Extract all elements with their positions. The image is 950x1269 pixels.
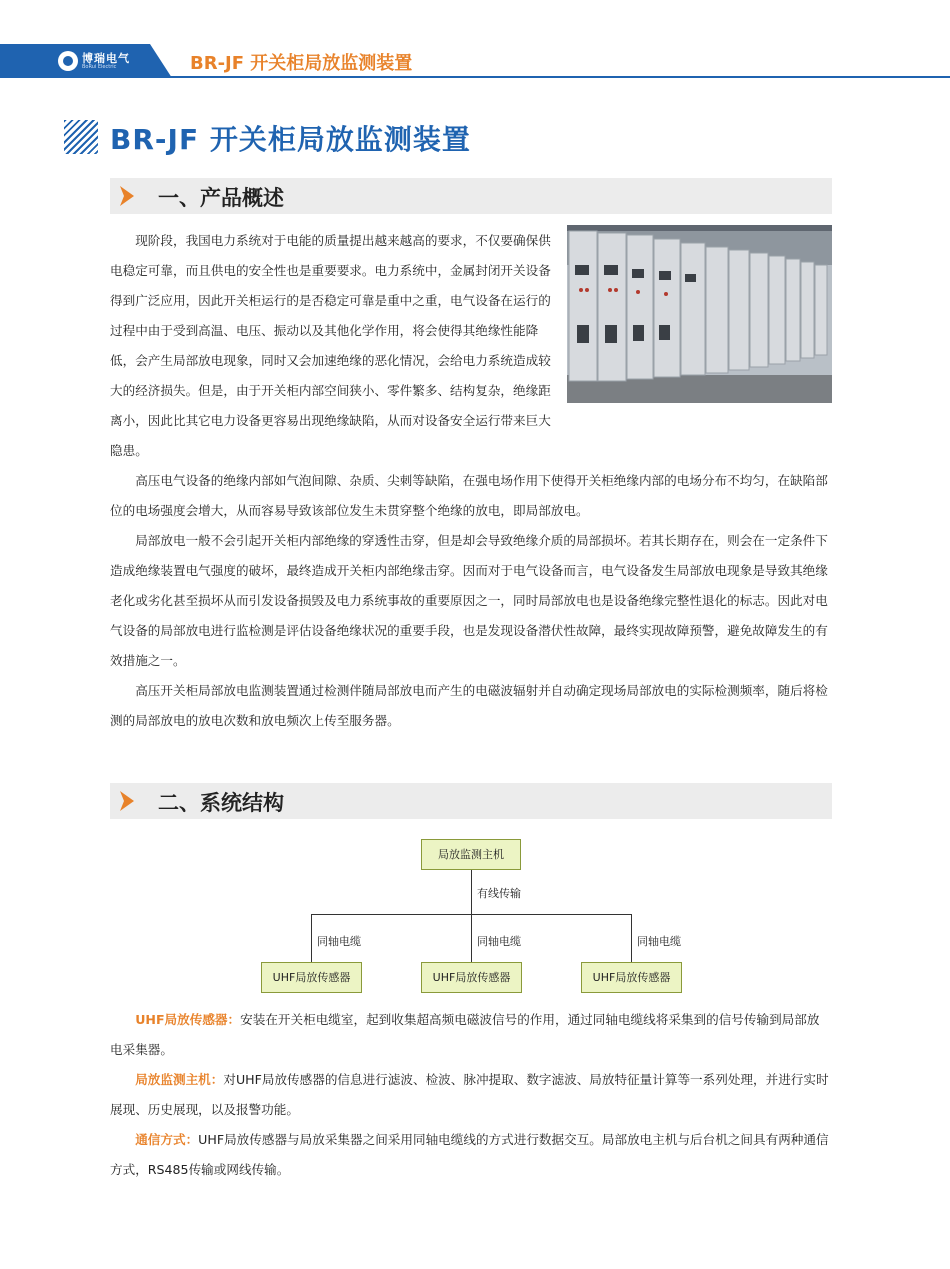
wired-label: 有线传输 [477, 887, 521, 900]
brand-name: 博瑞电气 [82, 52, 130, 65]
paragraph: 高压开关柜局部放电监测装置通过检测伴随局部放电而产生的电磁波辐射并自动确定现场局部放电的实际检测频率，随后将检测的局部放电的放电次数和放电频次上传至服务器。 [110, 683, 828, 728]
cable-label: 同轴电缆 [477, 935, 521, 948]
connector-line [311, 914, 312, 962]
description-text: 安装在开关柜电缆室，起到收集超高频电磁波信号的作用，通过同轴电缆线将采集到的信号传输到局部放电采集器。 [110, 1012, 820, 1057]
switchgear-photo [567, 225, 832, 403]
page-title: BR-JF 开关柜局放监测装置 [110, 123, 471, 156]
connector-line [471, 870, 472, 915]
section-header-overview [110, 178, 832, 214]
section-title-overview: 一、产品概述 [158, 186, 284, 210]
brand-logo-icon [58, 51, 78, 71]
sensor-box: UHF局放传感器 [421, 962, 522, 993]
paragraph: 现阶段，我国电力系统对于电能的质量提出越来越高的要求，不仅要确保供电稳定可靠，而且供电的安全性也是重要要求。电力系统中，金属封闭开关设备得到广泛应用，因此开关柜运行的是否稳定可靠是重中之重，电气设备在运行的过程中由于受到高温、电压、振动以及其他化学作用，将会使得其绝缘性能降低，会产生局部放电现象，同时又会加速绝缘的恶化情况，会给电力系统造成较大的经济损失。但是，由于开关柜内部空间狭小、零件繁多、结构复杂，绝缘距离小，因此比其它电力设备更容易出现绝缘缺陷，从而对设备安全运行带来巨大隐患。 [110, 233, 551, 458]
section-header-structure [110, 783, 832, 819]
chevron-right-icon [120, 791, 134, 811]
brand-subtitle: BoRui Electric [82, 64, 117, 70]
chevron-right-icon [120, 186, 134, 206]
connector-line [631, 914, 632, 962]
title-stripes-icon [64, 120, 98, 154]
cable-label: 同轴电缆 [317, 935, 361, 948]
connector-line [471, 914, 472, 962]
paragraph: 局部放电一般不会引起开关柜内部绝缘的穿透性击穿，但是却会导致绝缘介质的局部损坏。若其长期存在，则会在一定条件下造成绝缘装置电气强度的破坏，最终造成开关柜内部绝缘击穿。因而对于电气设备而言，电气设备发生局部放电现象是导致其绝缘老化或劣化甚至损坏从而引发设备损毁及电力系统事故的重要原因之一，同时局部放电也是设备绝缘完整性退化的标志。因此对电气设备的局部放电进行监检测是评估设备绝缘状况的重要手段，也是发现设备潜伏性故障，最终实现故障预警，避免故障发生的有效措施之一。 [110, 533, 828, 668]
description-text: 对UHF局放传感器的信息进行滤波、检波、脉冲提取、数字滤波、局放特征量计算等一系列处理，并进行实时展现、历史展现，以及报警功能。 [110, 1072, 829, 1117]
page-header [0, 44, 950, 78]
header-divider [0, 76, 950, 78]
description-host [110, 1065, 832, 1125]
header-title: BR-JF 开关柜局放监测装置 [190, 53, 413, 74]
sensor-box: UHF局放传感器 [581, 962, 682, 993]
paragraph: 高压电气设备的绝缘内部如气泡间隙、杂质、尖刺等缺陷，在强电场作用下使得开关柜绝缘内部的电场分布不均匀，在缺陷部位的电场强度会增大，从而容易导致该部位发生未贯穿整个绝缘的放电，即局部放电。 [110, 473, 828, 518]
main-title-block [64, 118, 764, 156]
description-key: 通信方式： [135, 1132, 199, 1147]
description-comm [110, 1125, 832, 1185]
sensor-box: UHF局放传感器 [261, 962, 362, 993]
description-text: UHF局放传感器与局放采集器之间采用同轴电缆线的方式进行数据交互。局部放电主机与后台机之间具有两种通信方式，RS485传输或网线传输。 [110, 1132, 829, 1177]
section-title-structure: 二、系统结构 [158, 791, 284, 815]
cable-label: 同轴电缆 [637, 935, 681, 948]
description-key: UHF局放传感器： [135, 1012, 241, 1027]
host-box: 局放监测主机 [421, 839, 521, 870]
switchgear-image [567, 225, 832, 403]
description-sensor [110, 1005, 832, 1065]
description-key: 局放监测主机： [135, 1072, 224, 1087]
